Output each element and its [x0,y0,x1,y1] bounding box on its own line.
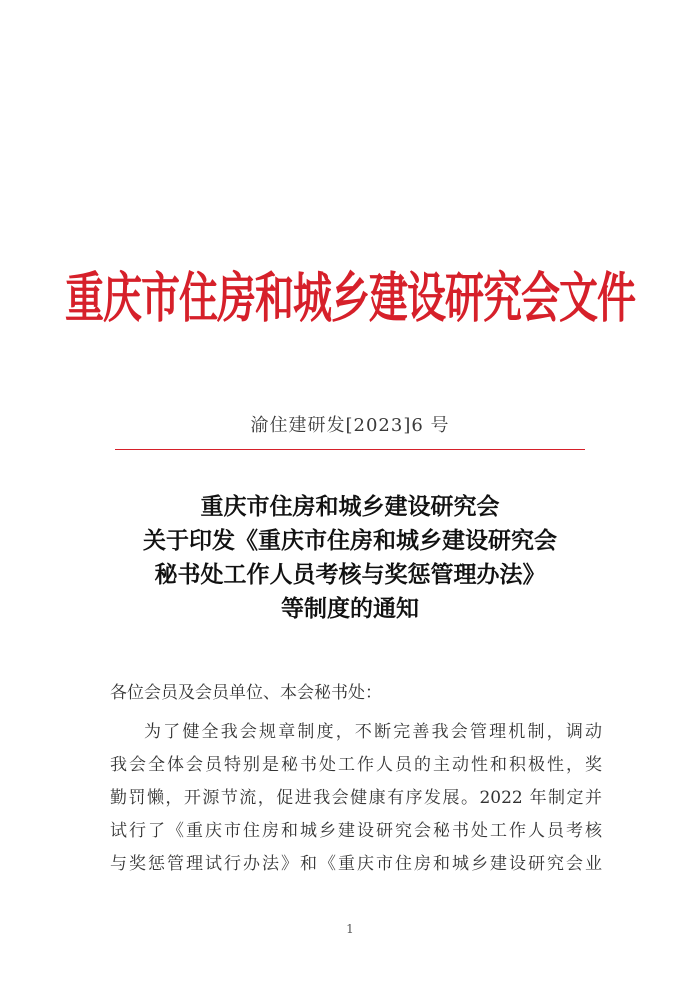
body-line: 为了健全我会规章制度，不断完善我会管理机制，调动 [144,722,602,742]
body-paragraph [110,716,602,881]
body-line: 与奖惩管理试行办法》和《重庆市住房和城乡建设研究会业 [110,854,602,874]
title-line: 秘书处工作人员考核与奖惩管理办法》 [154,561,546,588]
notice-title [0,490,700,626]
title-line: 关于印发《重庆市住房和城乡建设研究会 [143,527,557,554]
body-line: 试行了《重庆市住房和城乡建设研究会秘书处工作人员考核 [110,821,602,841]
salutation: 各位会员及会员单位、本会秘书处： [110,683,382,703]
red-divider-line [115,449,585,450]
title-line: 等制度的通知 [281,595,419,622]
title-line: 重庆市住房和城乡建设研究会 [200,493,500,520]
masthead-title: 重庆市住房和城乡建设研究会文件 [64,268,635,331]
page-number: 1 [346,922,354,936]
body-line: 我会全体会员特别是秘书处工作人员的主动性和积极性，奖 [110,755,602,775]
body-line: 勤罚懒，开源节流，促进我会健康有序发展。2022 年制定并 [110,788,602,808]
document-number: 渝住建研发[2023]6 号 [250,415,450,436]
